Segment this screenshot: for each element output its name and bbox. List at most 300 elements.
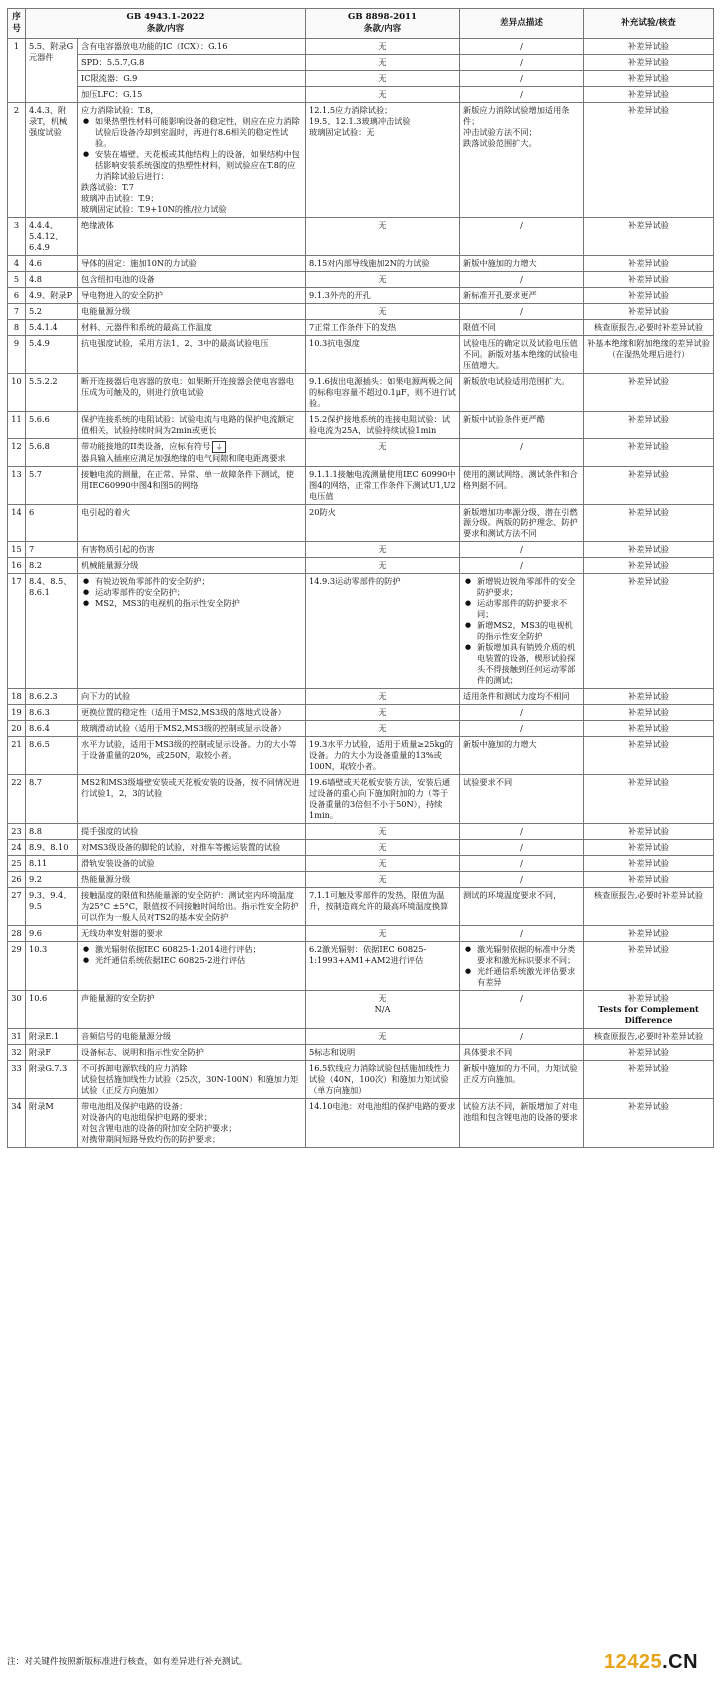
table-row bbox=[8, 1028, 714, 1044]
row-number: 6 bbox=[8, 287, 26, 303]
supplement-test-text: 补差异试验 bbox=[628, 576, 669, 587]
table-row bbox=[8, 255, 714, 271]
row-supplement-test bbox=[584, 840, 714, 856]
row-difference: / bbox=[460, 438, 584, 466]
row-clause: 8.9、8.10 bbox=[26, 840, 78, 856]
content-line: 声能量源的安全防护 bbox=[81, 992, 155, 1003]
supplement-test-english: Tests for Complement Difference bbox=[598, 1003, 699, 1025]
table-row bbox=[8, 55, 714, 71]
row-supplement-test bbox=[584, 86, 714, 102]
row-supplement-test bbox=[584, 705, 714, 721]
supplement-test-text: 核查原报告,必要时补差异试验 bbox=[593, 890, 704, 901]
content-line: 包含纽扣电池的设备 bbox=[81, 273, 155, 284]
header-no: 序号 bbox=[8, 9, 26, 39]
supplement-test-text: 补差异试验 bbox=[628, 826, 669, 837]
content-line: 对设备内的电池组保护电路的要求； bbox=[81, 1111, 213, 1122]
content-line: 带功能接地的II类设备，应标有符号 bbox=[81, 440, 211, 451]
row-clause: 8.6.5 bbox=[26, 737, 78, 775]
content-line: 玻璃固定试验：T.9+10N的推/拉力试验 bbox=[81, 203, 227, 214]
row-supplement-test bbox=[584, 737, 714, 775]
difference-bullet-item: ● 新版增加具有销毁介质的机电装置的设备，楔形试验探头不得接触到任何运动零部件的测试； bbox=[477, 642, 580, 686]
row-old-content: 19.3水平力试验，适用于质量≥25kg的设备。力的大小为设备重量的13%或100N，取较小者。 bbox=[306, 737, 460, 775]
row-old-content: 无 bbox=[306, 840, 460, 856]
table-row bbox=[8, 411, 714, 438]
supplement-test-text: 补差异试验 bbox=[628, 777, 669, 788]
content-line: 跌落试验：T.7 bbox=[81, 181, 135, 192]
row-difference: / bbox=[460, 721, 584, 737]
row-old-content: 无 bbox=[306, 1028, 460, 1044]
row-clause: 10.3 bbox=[26, 941, 78, 990]
table-row bbox=[8, 856, 714, 872]
row-new-content bbox=[78, 888, 306, 926]
difference-bullet-list bbox=[463, 944, 580, 988]
content-line: 带电池组及保护电路的设备： bbox=[81, 1100, 188, 1111]
supplement-test-text: 补差异试验 bbox=[628, 506, 669, 517]
row-number: 11 bbox=[8, 411, 26, 438]
row-new-content bbox=[78, 102, 306, 217]
row-old-content: 19.6墙壁或天花板安装方法，安装后通过设备的重心向下施加附加的力（等于设备重量的3倍但不小于50N），持续1min。 bbox=[306, 775, 460, 824]
row-supplement-test bbox=[584, 574, 714, 689]
table-row bbox=[8, 705, 714, 721]
row-number: 9 bbox=[8, 335, 26, 373]
row-old-content: 无 bbox=[306, 55, 460, 71]
row-number: 29 bbox=[8, 941, 26, 990]
row-clause: 5.4.9 bbox=[26, 335, 78, 373]
table-row bbox=[8, 824, 714, 840]
content-line: 导体的固定：施加10N的力试验 bbox=[81, 257, 197, 268]
row-supplement-test bbox=[584, 411, 714, 438]
difference-bullet-item: ● 新增MS2，MS3的电视机的指示性安全防护 bbox=[477, 620, 580, 642]
table-row bbox=[8, 86, 714, 102]
supplement-test-text: 补差异试验 bbox=[628, 943, 669, 954]
row-supplement-test bbox=[584, 542, 714, 558]
row-number: 25 bbox=[8, 856, 26, 872]
content-bullet-list bbox=[81, 576, 302, 609]
content-line: 有害物质引起的伤害 bbox=[81, 544, 155, 555]
row-supplement-test bbox=[584, 255, 714, 271]
supplement-test-text: 补差异试验 bbox=[628, 440, 669, 451]
row-new-content bbox=[78, 926, 306, 942]
row-old-content: 20防火 bbox=[306, 504, 460, 542]
supplement-test-text: 核查原报告,必要时补差异试验 bbox=[593, 321, 704, 332]
supplement-test-text: 补差异试验 bbox=[628, 289, 669, 300]
difference-bullet-item: ● 光纤通信系统激光评估要求有差异 bbox=[477, 966, 580, 988]
watermark-part1: 12425 bbox=[604, 1651, 663, 1673]
content-line: 提手强度的试验 bbox=[81, 826, 139, 837]
supplement-test-text: 补差异试验 bbox=[628, 560, 669, 571]
row-difference: / bbox=[460, 990, 584, 1028]
row-clause: 8.6.2.3 bbox=[26, 689, 78, 705]
supplement-test-text: 补差异试验 bbox=[628, 723, 669, 734]
row-clause: 6 bbox=[26, 504, 78, 542]
content-line: 对携带期间短路导致灼伤的防护要求； bbox=[81, 1133, 221, 1144]
row-old-content: 9.1.3外壳的开孔 bbox=[306, 287, 460, 303]
row-difference: / bbox=[460, 39, 584, 55]
supplement-test-text: 补差异试验 bbox=[628, 88, 669, 99]
row-difference: 使用的测试网络、测试条件和合格判据不同。 bbox=[460, 466, 584, 504]
row-new-content bbox=[78, 705, 306, 721]
supplement-test-text: 补差异试验 bbox=[628, 57, 669, 68]
content-line: 无线功率发射器的要求 bbox=[81, 928, 163, 938]
supplement-test-text: 补差异试验 bbox=[628, 707, 669, 718]
row-supplement-test bbox=[584, 872, 714, 888]
supplement-test-text: 补差异试验 bbox=[628, 928, 669, 938]
supplement-test-text: 补差异试验 bbox=[628, 468, 669, 479]
row-clause: 4.4.3、附录T，机械强度试验 bbox=[26, 102, 78, 217]
table-row bbox=[8, 217, 714, 255]
row-supplement-test bbox=[584, 303, 714, 319]
row-old-content: 无 bbox=[306, 271, 460, 287]
row-new-content bbox=[78, 941, 306, 990]
content-line: 接触温度的限值和热能量源的安全防护：测试室内环境温度为25°C ±5°C，限值按不同接触时间给出。指示性安全防护可以作为一般人员对TS2的基本安全防护 bbox=[81, 890, 299, 923]
content-bullet-item: ● 如果热塑性材料可能影响设备的稳定性，则应在应力消除试验后设备冷却到室温时，再进行8.6相关的稳定性试验。 bbox=[95, 116, 302, 149]
row-number: 32 bbox=[8, 1044, 26, 1060]
row-old-content: 无 bbox=[306, 558, 460, 574]
row-clause: 8.8 bbox=[26, 824, 78, 840]
row-old-content: 6.2激光辐射：依据IEC 60825-1:1993+AM1+AM2进行评估 bbox=[306, 941, 460, 990]
row-old-content: 无 bbox=[306, 542, 460, 558]
row-number: 14 bbox=[8, 504, 26, 542]
row-number: 34 bbox=[8, 1098, 26, 1147]
content-line: 电能量源分级 bbox=[81, 305, 131, 316]
row-number: 16 bbox=[8, 558, 26, 574]
row-supplement-test bbox=[584, 824, 714, 840]
supplement-test-text: 补差异试验 bbox=[628, 739, 669, 750]
table-row bbox=[8, 888, 714, 926]
row-new-content bbox=[78, 55, 306, 71]
row-clause: 4.4.4、5.4.12、6.4.9 bbox=[26, 217, 78, 255]
row-old-content: 8.15对内部导线施加2N的力试验 bbox=[306, 255, 460, 271]
table-row bbox=[8, 271, 714, 287]
row-old-content: 无 bbox=[306, 721, 460, 737]
row-difference: 新版中试验条件更严酷 bbox=[460, 411, 584, 438]
row-clause: 4.8 bbox=[26, 271, 78, 287]
row-new-content bbox=[78, 319, 306, 335]
table-row bbox=[8, 1098, 714, 1147]
content-line: 断开连接器后电容器的放电：如果断开连接器会使电容器电压成为可触及的，则进行放电试验 bbox=[81, 375, 294, 397]
content-line: 更换位置的稳定性（适用于MS2,MS3级的落地式设备） bbox=[81, 707, 286, 718]
row-new-content bbox=[78, 990, 306, 1028]
row-old-content: 无 bbox=[306, 872, 460, 888]
content-line: 加压LFC：G.15 bbox=[81, 88, 143, 99]
row-clause: 7 bbox=[26, 542, 78, 558]
row-new-content bbox=[78, 721, 306, 737]
content-line: 滑轨安装设备的试验 bbox=[81, 858, 155, 869]
content-line: 对MS3级设备的脚轮的试验，对推车等搬运装置的试验 bbox=[81, 842, 281, 853]
row-new-content bbox=[78, 840, 306, 856]
content-line: 保护连接系统的电阻试验：试验电流与电路的保护电流额定值相关，试验持续时间为2min或更长 bbox=[81, 413, 294, 435]
row-supplement-test bbox=[584, 438, 714, 466]
row-new-content bbox=[78, 86, 306, 102]
content-line: 音频信号的电能量源分级 bbox=[81, 1030, 172, 1041]
content-line: 水平力试验，适用于MS3级的控制或显示设备。力的大小等于设备重量的20%，或250N，取较小者。 bbox=[81, 739, 297, 761]
content-line: 热能量源分级 bbox=[81, 874, 131, 885]
row-clause: 10.6 bbox=[26, 990, 78, 1028]
supplement-test-text: 补差异试验 bbox=[628, 104, 669, 115]
table-header-row bbox=[8, 9, 714, 39]
row-supplement-test bbox=[584, 71, 714, 87]
row-new-content bbox=[78, 217, 306, 255]
row-number: 24 bbox=[8, 840, 26, 856]
row-difference: / bbox=[460, 824, 584, 840]
comparison-table bbox=[7, 8, 714, 1148]
row-supplement-test bbox=[584, 1060, 714, 1098]
row-number: 10 bbox=[8, 373, 26, 411]
content-line: 含有电容器放电功能的IC（ICX）：G.16 bbox=[81, 41, 228, 52]
row-new-content bbox=[78, 689, 306, 705]
row-new-content bbox=[78, 287, 306, 303]
row-difference: 新标准开孔要求更严 bbox=[460, 287, 584, 303]
row-difference: / bbox=[460, 1028, 584, 1044]
supplement-test-text: 补差异试验 bbox=[628, 273, 669, 284]
row-supplement-test bbox=[584, 271, 714, 287]
row-difference: / bbox=[460, 86, 584, 102]
row-old-content: 无 bbox=[306, 303, 460, 319]
row-number: 4 bbox=[8, 255, 26, 271]
content-line: 材料、元器件和系统的最高工作温度 bbox=[81, 321, 213, 332]
row-new-content bbox=[78, 1028, 306, 1044]
row-clause: 附录F bbox=[26, 1044, 78, 1060]
row-number: 33 bbox=[8, 1060, 26, 1098]
row-new-content bbox=[78, 504, 306, 542]
row-supplement-test bbox=[584, 373, 714, 411]
row-new-content bbox=[78, 824, 306, 840]
row-old-content: 14.9.3运动零部件的防护 bbox=[306, 574, 460, 689]
row-old-content: 无 bbox=[306, 705, 460, 721]
row-difference: 新版中施加的力增大 bbox=[460, 255, 584, 271]
row-new-content bbox=[78, 411, 306, 438]
row-clause: 8.7 bbox=[26, 775, 78, 824]
row-new-content bbox=[78, 466, 306, 504]
row-old-content: 10.3抗电强度 bbox=[306, 335, 460, 373]
row-clause: 附录E.1 bbox=[26, 1028, 78, 1044]
functional-earth-symbol-icon: ⏚ bbox=[212, 441, 226, 453]
row-new-content bbox=[78, 1098, 306, 1147]
row-supplement-test bbox=[584, 55, 714, 71]
row-old-content: 无 bbox=[306, 926, 460, 942]
table-row bbox=[8, 542, 714, 558]
row-clause: 5.6.8 bbox=[26, 438, 78, 466]
content-line: 电引起的着火 bbox=[81, 506, 131, 517]
content-line: IC限流器：G.9 bbox=[81, 73, 138, 83]
row-supplement-test bbox=[584, 504, 714, 542]
header-supplement-test: 补充试验/核查 bbox=[584, 9, 714, 39]
content-line: 不可拆卸电源软线的应力消除 bbox=[81, 1062, 188, 1073]
row-difference: / bbox=[460, 856, 584, 872]
row-supplement-test bbox=[584, 466, 714, 504]
table-row bbox=[8, 926, 714, 942]
row-new-content bbox=[78, 775, 306, 824]
row-difference bbox=[460, 574, 584, 689]
row-clause: 附录G.7.3 bbox=[26, 1060, 78, 1098]
row-number: 23 bbox=[8, 824, 26, 840]
supplement-test-text: 补差异试验 bbox=[628, 842, 669, 853]
row-number: 26 bbox=[8, 872, 26, 888]
content-line: SPD：5.5.7,G.8 bbox=[81, 57, 145, 68]
row-difference bbox=[460, 941, 584, 990]
row-old-content: 无 bbox=[306, 824, 460, 840]
table-row bbox=[8, 39, 714, 55]
supplement-test-text: 补差异试验 bbox=[628, 874, 669, 885]
row-old-content: 无 bbox=[306, 689, 460, 705]
content-line: 玻璃滑动试验（适用于MS2,MS3级的控制或显示设备） bbox=[81, 723, 286, 734]
content-bullet-item: ● 光纤通信系统依据IEC 60825-2进行评估 bbox=[95, 955, 302, 966]
supplement-test-text: 补差异试验 bbox=[628, 257, 669, 268]
difference-bullet-item: ● 运动零部件的防护要求不同； bbox=[477, 598, 580, 620]
content-line: 设备标志、说明和指示性安全防护 bbox=[81, 1046, 204, 1057]
row-supplement-test bbox=[584, 102, 714, 217]
header-new-standard bbox=[26, 9, 306, 39]
header-new-standard-sub: 条款/内容 bbox=[146, 23, 185, 34]
table-row bbox=[8, 1060, 714, 1098]
row-clause: 8.2 bbox=[26, 558, 78, 574]
content-line: 向下力的试验 bbox=[81, 691, 131, 702]
row-new-content bbox=[78, 856, 306, 872]
row-old-content: 7.1.1可触及零部件的发热，限值为温升，按制造商允许的最高环境温度换算 bbox=[306, 888, 460, 926]
row-supplement-test bbox=[584, 689, 714, 705]
row-supplement-test bbox=[584, 217, 714, 255]
content-bullet-item: ● 有锐边锐角零部件的安全防护； bbox=[95, 576, 302, 587]
row-clause: 5.5、附录G元器件 bbox=[26, 39, 78, 103]
content-line: 对包含锂电池的设备的附加安全防护要求； bbox=[81, 1122, 237, 1133]
header-old-standard-title: GB 8898-2011 bbox=[348, 12, 418, 22]
row-old-content: 无 bbox=[306, 71, 460, 87]
row-difference: / bbox=[460, 303, 584, 319]
row-number: 2 bbox=[8, 102, 26, 217]
header-new-standard-title: GB 4943.1-2022 bbox=[126, 12, 205, 22]
row-clause: 9.2 bbox=[26, 872, 78, 888]
row-number: 19 bbox=[8, 705, 26, 721]
row-old-content: 9.1.1.1接触电流测量使用IEC 60990中图4的网络，正常工作条件下测试U1,U2电压值 bbox=[306, 466, 460, 504]
row-supplement-test bbox=[584, 856, 714, 872]
row-new-content bbox=[78, 542, 306, 558]
supplement-test-text: 补差异试验 bbox=[628, 219, 669, 230]
row-difference: 新版放电试验适用范围扩大。 bbox=[460, 373, 584, 411]
row-clause: 5.5.2.2 bbox=[26, 373, 78, 411]
row-new-content bbox=[78, 255, 306, 271]
row-difference: 限值不同 bbox=[460, 319, 584, 335]
row-supplement-test bbox=[584, 1044, 714, 1060]
row-old-content: 无 bbox=[306, 856, 460, 872]
content-line: 器具输入插座应满足加强绝缘的电气间隙和爬电距离要求 bbox=[81, 452, 286, 463]
supplement-test-text: 补基本绝缘和附加绝缘的差异试验（在湿热处理后进行） bbox=[587, 337, 710, 359]
content-line: 绝缘液体 bbox=[81, 219, 114, 230]
row-old-content: 无 bbox=[306, 438, 460, 466]
supplement-test-text: 补差异试验 bbox=[628, 992, 669, 1003]
table-row bbox=[8, 1044, 714, 1060]
row-number: 13 bbox=[8, 466, 26, 504]
table-row bbox=[8, 721, 714, 737]
row-supplement-test bbox=[584, 335, 714, 373]
row-difference: / bbox=[460, 217, 584, 255]
row-difference: / bbox=[460, 840, 584, 856]
table-row bbox=[8, 574, 714, 689]
table-row bbox=[8, 438, 714, 466]
row-number: 30 bbox=[8, 990, 26, 1028]
row-difference: 试验方法不同，新版增加了对电池组和包含锂电池的设备的要求 bbox=[460, 1098, 584, 1147]
supplement-test-text: 补差异试验 bbox=[628, 413, 669, 424]
table-row bbox=[8, 466, 714, 504]
row-old-content: 无 bbox=[306, 39, 460, 55]
row-number: 21 bbox=[8, 737, 26, 775]
table-body bbox=[8, 39, 714, 1148]
row-difference: 适用条件和测试力度均不相同 bbox=[460, 689, 584, 705]
content-bullet-item: ● 激光辐射依据IEC 60825-1:2014进行评估； bbox=[95, 944, 302, 955]
row-number: 5 bbox=[8, 271, 26, 287]
row-difference: / bbox=[460, 926, 584, 942]
table-row bbox=[8, 504, 714, 542]
row-old-content: 7正常工作条件下的发热 bbox=[306, 319, 460, 335]
row-new-content bbox=[78, 574, 306, 689]
row-number: 17 bbox=[8, 574, 26, 689]
watermark-part2: .CN bbox=[662, 1651, 699, 1673]
row-difference: 具体要求不同 bbox=[460, 1044, 584, 1060]
supplement-test-text: 补差异试验 bbox=[628, 1062, 669, 1073]
content-line: 接触电流的测量，在正常、异常、单一故障条件下测试，使用IEC60990中图4和图5的网络 bbox=[81, 468, 294, 490]
row-clause: 5.6.6 bbox=[26, 411, 78, 438]
table-row bbox=[8, 558, 714, 574]
table-row bbox=[8, 287, 714, 303]
row-new-content bbox=[78, 737, 306, 775]
row-supplement-test bbox=[584, 39, 714, 55]
row-clause: 附录M bbox=[26, 1098, 78, 1147]
table-row bbox=[8, 737, 714, 775]
row-old-content: 15.2保护接地系统的连接电阻试验：试验电流为25A，试验持续试验1min bbox=[306, 411, 460, 438]
row-supplement-test bbox=[584, 319, 714, 335]
row-difference: 试验电压的确定以及试验电压值不同。新版对基本绝缘的试验电压值增大。 bbox=[460, 335, 584, 373]
table-row bbox=[8, 689, 714, 705]
table-row bbox=[8, 303, 714, 319]
row-new-content bbox=[78, 71, 306, 87]
content-line: MS2和MS3级墙壁安装或天花板安装的设备，按不同情况进行试验1，2，3的试验 bbox=[81, 777, 300, 799]
table-row bbox=[8, 102, 714, 217]
row-new-content bbox=[78, 1044, 306, 1060]
row-difference: / bbox=[460, 271, 584, 287]
content-bullet-list bbox=[81, 116, 302, 182]
row-number: 7 bbox=[8, 303, 26, 319]
row-supplement-test bbox=[584, 990, 714, 1028]
row-difference: 试验要求不同 bbox=[460, 775, 584, 824]
footnote: 注：对关键件按照新版标准进行核查，如有差异进行补充测试。 bbox=[7, 1657, 248, 1667]
header-old-standard-sub: 条款/内容 bbox=[363, 23, 402, 34]
table-row bbox=[8, 373, 714, 411]
row-number: 3 bbox=[8, 217, 26, 255]
content-line: 机械能量源分级 bbox=[81, 560, 139, 571]
row-new-content bbox=[78, 558, 306, 574]
table-row bbox=[8, 71, 714, 87]
row-number: 8 bbox=[8, 319, 26, 335]
row-supplement-test bbox=[584, 775, 714, 824]
row-number: 12 bbox=[8, 438, 26, 466]
row-number: 20 bbox=[8, 721, 26, 737]
content-line: 玻璃冲击试验：T.9； bbox=[81, 192, 159, 203]
header-old-standard bbox=[306, 9, 460, 39]
row-clause: 8.6.3 bbox=[26, 705, 78, 721]
table-row bbox=[8, 335, 714, 373]
content-bullet-list bbox=[81, 944, 302, 966]
row-clause: 9.6 bbox=[26, 926, 78, 942]
row-old-content: 16.5软线应力消除试验包括施加线性力试验（40N，100次）和施加力矩试验（单方向施加） bbox=[306, 1060, 460, 1098]
row-old-content: 14.10电池：对电池组的保护电路的要求 bbox=[306, 1098, 460, 1147]
row-difference: 测试的环境温度要求不同， bbox=[460, 888, 584, 926]
row-clause: 8.11 bbox=[26, 856, 78, 872]
table-row bbox=[8, 840, 714, 856]
row-new-content bbox=[78, 872, 306, 888]
content-bullet-item: ● 安装在墙壁、天花板或其他结构上的设备，如果结构中包括影响安装系统强度的热塑性材料，则试验应在T.8的应力消除试验后进行： bbox=[95, 149, 302, 182]
supplement-test-text: 补差异试验 bbox=[628, 1046, 669, 1057]
row-difference: 新版应力消除试验增加适用条件； 冲击试验方法不同； 跌落试验范围扩大。 bbox=[460, 102, 584, 217]
row-new-content bbox=[78, 335, 306, 373]
